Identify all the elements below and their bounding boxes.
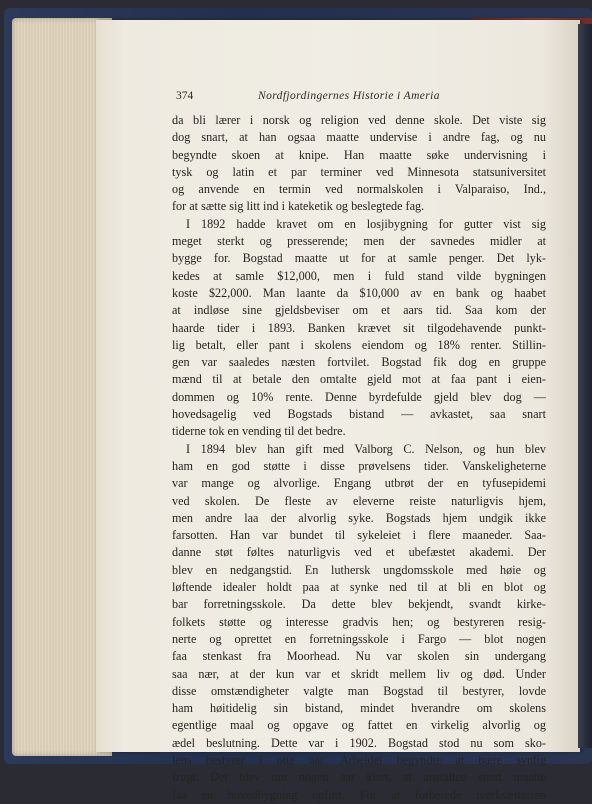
text-line: I 1892 hadde kravet om en losjibygning for gutter vist sig [186,216,546,231]
text-line: ædel beslutning. Dette var i 1902. Bogstad stod nu som sko- [172,735,546,750]
text-line: tiderne tok en vending til det bedre. [172,424,346,439]
text-line: haarde tider i 1893. Banken krævet sit tilgodehavende punkt- [172,320,546,335]
text-line: løftende idealer holdt paa at synke ned til at bli en blot og [172,580,546,595]
text-line: kedes at samle $12,000, men i fuld stand vilde bygningen [172,268,546,283]
text-line: blev en nedgangstid. En luthersk ungdomsskole med høie og [172,562,546,577]
text-line: og anvende en termin ved normalskolen i Valparaiso, Ind., [172,182,546,197]
text-line: saa nær, at der kun var et skridt mellem liv og død. Under [172,666,546,681]
text-line: danne støt føltes naturligvis ved et ubefæstet akademi. Der [172,545,546,560]
text-line: ham høitidelig sin bistand, mindet hverandre om skolens [172,701,546,716]
text-line: egentlige maal og opgave og fattet en virkelig alvorlig og [172,718,546,733]
text-line: var mange og alvorlige. Engang utbrøt der en tyfusepidemi [172,476,546,491]
page-header [176,90,540,106]
text-line: begyndte skoen at knipe. Han maatte søke undervisning i [172,147,546,162]
text-line: disse omstændigheter valgte man Bogstad til bestyrer, lovde [172,683,546,698]
text-line: dog snart, at han ogsaa maatte undervise i andre fag, og nu [172,130,546,145]
text-line: tysk og latin et par terminer ved Minnesota statsuniversitet [172,164,546,179]
text-line: lig betalt, eller pant i skolens eiendom og 18% renter. Stillin- [172,337,546,352]
text-line: I 1894 blev han gift med Valborg C. Nelson, og hun blev [186,441,546,456]
text-line: dommen og 10% rente. Denne byrdefulde gjeld blev dog — [172,389,546,404]
text-line: nerte og oprettet en forretningsskole i Fargo — blot nogen [172,631,546,646]
running-title: Nordfjordingernes Historie i Ameria [258,90,440,102]
page-number: 374 [176,90,194,102]
binding-edge [578,24,592,748]
text-line: gen var saaledes næsten fortvilet. Bogstad fik dog en gruppe [172,355,546,370]
text-line: ham en god støtte i disse prøvelsens tider. Vanskeligheterne [172,458,546,473]
text-line: hovedsagelig ved Bogstads bistand — avkastet, saa snart [172,407,546,422]
text-line: mænd til at betale den omtalte gjeld mot at faa pant i eien- [172,372,546,387]
text-line: da bli lærer i norsk og religion ved denne skole. Det viste sig [172,113,546,127]
text-line: frugt. Det blev om nogen aar klart, at anstalten snart maatte [172,770,546,785]
text-line: lens bestyrer i otte aar. Arbeidet begyndte at bære synlig [172,752,546,767]
text-line: for at sætte sig litt ind i kateketik og beslegtede fag. [172,199,425,214]
text-line: meget sterkt og presserende; men der savnedes midler at [172,234,546,249]
text-line: men andre laa der alvorlig syke. Bogstads hjem undgik ikke [172,510,546,525]
text-line: folkets støtte og interesse gradvis hen; og bestyreren resig- [172,614,546,629]
text-line: ved skolen. De fleste av eleverne reiste naturligvis hjem, [172,493,546,508]
text-line: faa stenkast fra Moorhead. Nu var skolen sin undergang [172,649,546,664]
text-line: bar forretningsskole. Da dette blev bekjendt, svandt kirke- [172,597,546,612]
text-line: farsotten. Han var bundet til sykeleiet i flere maaneder. Saa- [172,528,546,543]
text-line: bygge for. Bogstad maatte ut for at samle penger. Det lyk- [172,251,546,266]
text-line: at indløse sine gjeldsbeviser om et aars tid. Saa kom der [172,303,546,318]
body-text [172,112,546,804]
text-line: faa en hovedbygning opført. For at forberede iverksættelsen [172,787,546,802]
text-line: koste $22,000. Man laante da $10,000 av en bank og haabet [172,285,546,300]
